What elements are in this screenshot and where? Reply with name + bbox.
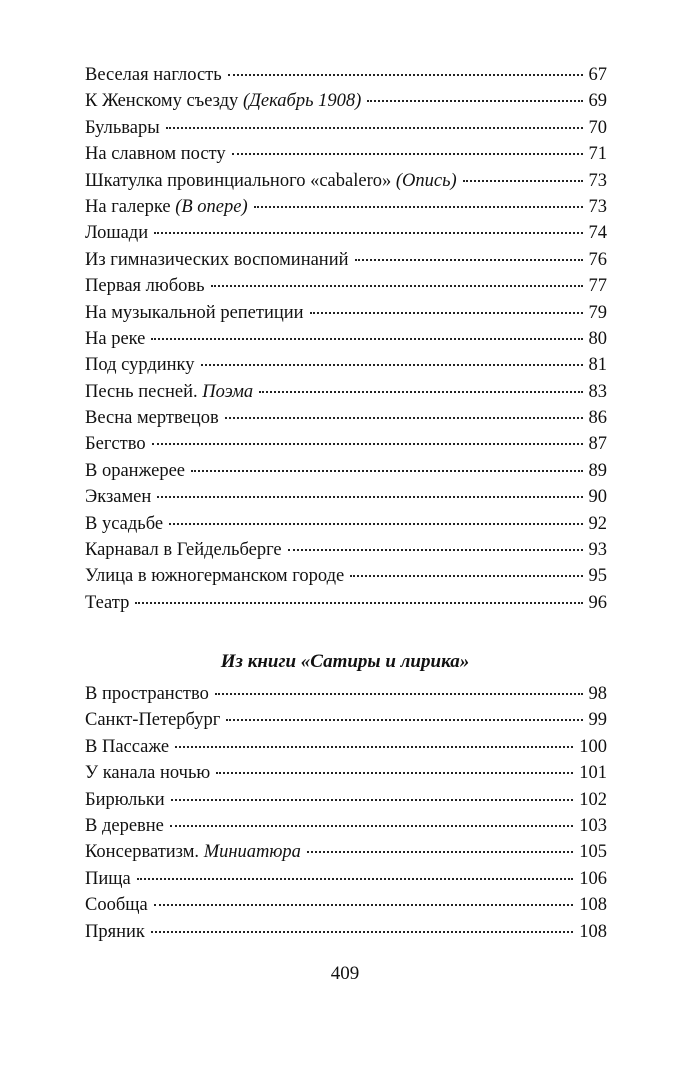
dot-leader [307,850,573,853]
dot-leader [191,469,583,472]
entry-page: 100 [579,736,607,757]
toc-entry [85,892,607,918]
entry-title: На славном посту [85,144,226,165]
entry-title: На музыкальной репетиции [85,302,304,323]
entry-page: 103 [579,815,607,836]
dot-leader [463,179,583,182]
toc-entry [85,194,607,220]
entry-title: Театр [85,592,130,613]
entry-title: Карнавал в Гейдельберге [85,540,282,561]
entry-title: Первая любовь [85,276,205,297]
toc-entry [85,247,607,273]
toc-entry [85,866,607,892]
dot-leader [175,745,573,748]
dot-leader [232,152,583,155]
entry-title: Весна мертвецов [85,408,219,429]
entry-page: 70 [588,117,607,138]
toc-entry [85,537,607,563]
entry-page: 67 [588,65,607,85]
toc-entry [85,839,607,865]
entry-page: 99 [588,710,607,731]
entry-title: Санкт-Петербург [85,710,221,731]
dot-leader [225,416,583,419]
toc-entry [85,760,607,786]
entry-page: 98 [588,684,607,704]
toc-entry [85,115,607,141]
dot-leader [228,73,583,76]
dot-leader [166,126,583,129]
toc-entry [85,707,607,733]
dot-leader [254,205,583,208]
entry-title: Песнь песней. Поэма [85,381,254,402]
toc-entry [85,511,607,537]
entry-title: Под сурдинку [85,355,195,376]
toc-entry [85,787,607,813]
entry-title: Шкатулка провинциального «cabalero» (Опись) [85,170,457,191]
entry-title: В оранжерее [85,460,185,481]
toc-entry [85,405,607,431]
entry-title: Из гимназических воспоминаний [85,249,349,270]
entry-page: 89 [588,460,607,481]
entry-title: В Пассаже [85,736,170,757]
entry-page: 86 [588,408,607,429]
dot-leader [288,548,583,551]
dot-leader [151,337,582,340]
section-heading: Из книги «Сатиры и лирика» [220,651,470,672]
entry-title: В деревне [85,815,164,836]
entry-title: К Женскому съезду (Декабрь 1908) [85,91,362,112]
entry-title: Экзамен [85,487,152,508]
toc-entry [85,326,607,352]
toc-entry [85,62,607,88]
dot-leader [137,877,574,880]
dot-leader [152,442,583,445]
page-number: 409 [330,963,360,984]
dot-leader [135,601,582,604]
dot-leader [367,99,582,102]
toc-entry [85,563,607,589]
toc-entry [85,590,607,616]
dot-leader [151,930,573,933]
toc-section-1 [85,62,607,616]
toc-entry [85,431,607,457]
dot-leader [154,231,582,234]
entry-page: 74 [588,223,607,244]
dot-leader [310,311,583,314]
entry-page: 87 [588,434,607,455]
entry-title: Пряник [85,921,145,942]
toc-entry [85,352,607,378]
entry-title: Улица в южногерманском городе [85,566,345,587]
entry-page: 106 [579,868,607,889]
toc-entry [85,300,607,326]
entry-page: 71 [588,144,607,165]
entry-title: Веселая наглость [85,65,222,85]
toc-entry [85,379,607,405]
dot-leader [226,718,582,721]
toc-entry [85,919,607,945]
toc-entry [85,458,607,484]
dot-leader [169,522,582,525]
dot-leader [215,692,583,695]
entry-title: Пища [85,868,131,889]
entry-page: 96 [588,592,607,613]
dot-leader [355,258,583,261]
entry-title: В усадьбе [85,513,164,534]
toc-entry [85,220,607,246]
entry-title: Бульвары [85,117,160,138]
toc-entry [85,813,607,839]
entry-page: 81 [588,355,607,376]
toc-entry [85,734,607,760]
toc-entry [85,273,607,299]
entry-page: 73 [588,196,607,217]
entry-title: Бирюльки [85,789,165,810]
entry-page: 108 [579,921,607,942]
entry-title: Бегство [85,434,146,455]
entry-title: Лошади [85,223,149,244]
dot-leader [157,495,582,498]
dot-leader [154,903,574,906]
dot-leader [201,363,583,366]
entry-title: У канала ночью [85,763,211,784]
entry-page: 95 [588,566,607,587]
entry-page: 101 [579,763,607,784]
toc-entry [85,484,607,510]
entry-page: 92 [588,513,607,534]
entry-page: 102 [579,789,607,810]
entry-page: 93 [588,540,607,561]
dot-leader [350,574,582,577]
entry-page: 80 [588,328,607,349]
toc-entry [85,141,607,167]
dot-leader [259,390,582,393]
dot-leader [216,771,573,774]
entry-page: 69 [588,91,607,112]
entry-page: 105 [579,842,607,863]
entry-title: На реке [85,328,146,349]
toc-section-2 [85,681,607,945]
toc-entry [85,681,607,707]
entry-page: 73 [588,170,607,191]
entry-title: В пространство [85,684,209,704]
toc-entry [85,168,607,194]
entry-page: 108 [579,895,607,916]
entry-page: 79 [588,302,607,323]
entry-title: Консерватизм. Миниатюра [85,842,301,863]
dot-leader [170,824,573,827]
dot-leader [211,284,583,287]
entry-page: 90 [588,487,607,508]
toc-entry [85,88,607,114]
entry-page: 77 [588,276,607,297]
dot-leader [171,798,574,801]
entry-title: Сообща [85,895,148,916]
entry-page: 76 [588,249,607,270]
entry-title: На галерке (В опере) [85,196,248,217]
entry-page: 83 [588,381,607,402]
